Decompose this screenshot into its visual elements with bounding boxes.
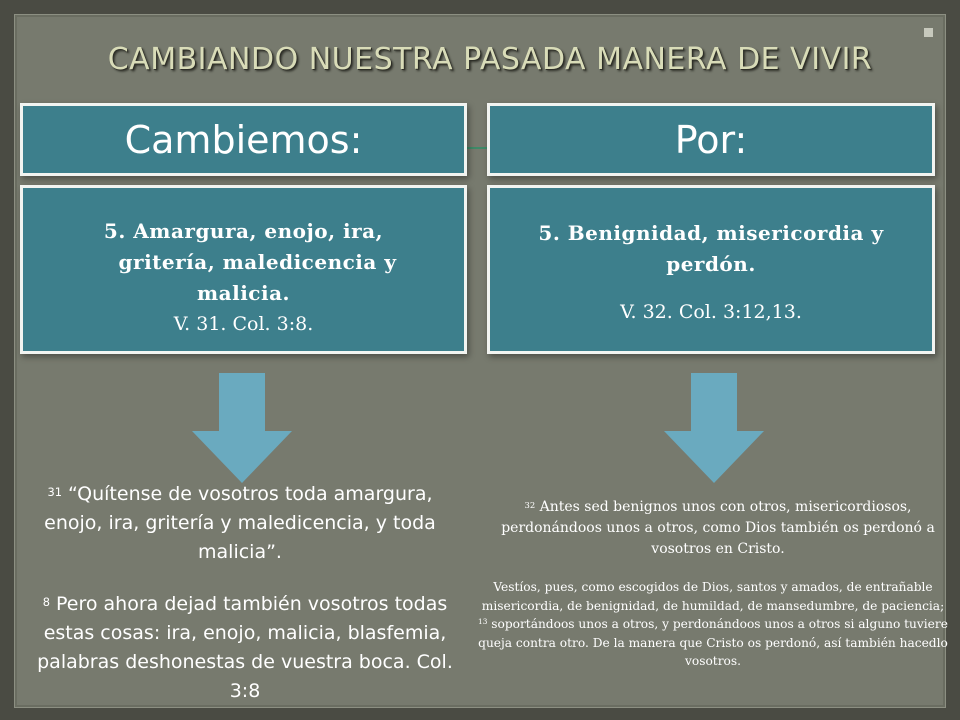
left-content-line-3: malicia. — [196, 281, 290, 305]
verse-number: 13 — [478, 617, 488, 626]
verse-number: 32 — [524, 500, 536, 510]
left-reference: V. 31. Col. 3:8. — [173, 313, 314, 335]
left-content-line-1: 5. Amargura, enojo, ira, — [103, 219, 384, 243]
verse-31 — [40, 480, 440, 567]
left-content-box — [20, 185, 467, 354]
down-arrow-icon — [664, 373, 764, 483]
left-content-line-2: gritería, maledicencia y — [118, 250, 397, 274]
corner-square — [924, 28, 933, 37]
right-header-box — [487, 103, 935, 176]
verse-32 — [488, 497, 948, 560]
verse-32-text: Antes sed benignos unos con otros, misericordiosos, perdonándoos unos a otros, como Dios también os perdonó a vosotros en Cristo. — [501, 499, 935, 557]
left-header-box — [20, 103, 467, 176]
verse-col-3-8-text: Pero ahora dejad también vosotros todas estas cosas: ira, enojo, malicia, blasfemia, palabras deshonestas de vuestra boca. Col. 3:8 — [37, 593, 453, 702]
page-title: CAMBIANDO NUESTRA PASADA MANERA DE VIVIR — [107, 42, 873, 77]
right-reference: V. 32. Col. 3:12,13. — [620, 301, 802, 323]
right-content-line-1: 5. Benignidad, misericordia y — [538, 221, 884, 245]
verse-col-3-12-text: Vestíos, pues, como escogidos de Dios, santos y amados, de entrañable misericordia, de benignidad, de humildad, de mansedumbre, de paciencia; — [481, 580, 945, 613]
down-arrow-icon — [192, 373, 292, 483]
right-content-text — [490, 218, 932, 280]
verse-col-3-12-13 — [478, 578, 948, 671]
verse-number: 31 — [47, 485, 62, 499]
verse-31-text: “Quítense de vosotros toda amargura, enojo, ira, gritería y maledicencia, y toda malicia”. — [44, 483, 436, 563]
verse-number: 8 — [42, 595, 50, 609]
verse-col-3-13-text: soportándoos unos a otros, y perdonándoos unos a otros si alguno tuviere queja contra otro. De la manera que Cristo os perdonó, así también hacedlo vosotros. — [478, 617, 948, 668]
left-header-label: Cambiemos: — [124, 117, 363, 162]
right-content-line-2: perdón. — [666, 252, 756, 276]
right-content-box — [487, 185, 935, 354]
verse-col-3-8 — [30, 590, 460, 706]
right-header-label: Por: — [674, 117, 748, 162]
left-content-text — [23, 216, 464, 309]
